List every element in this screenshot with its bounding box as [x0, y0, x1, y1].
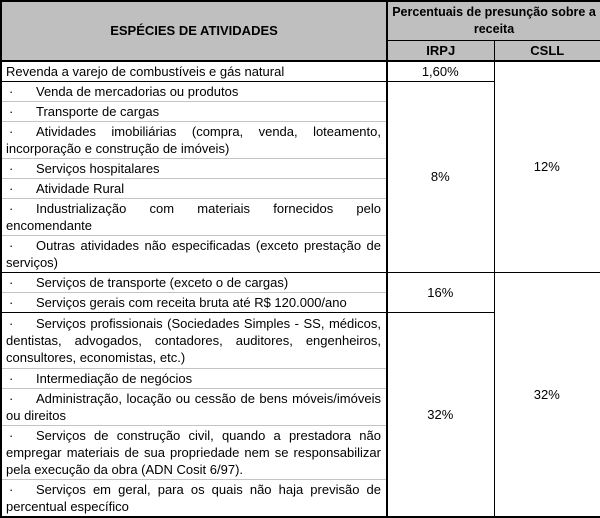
irpj-value-cell: 1,60% [387, 61, 494, 82]
bullet-dot-icon: · [9, 315, 14, 331]
table-row [1, 272, 600, 292]
column-header-irpj: IRPJ [387, 40, 494, 61]
activity-cell [1, 101, 387, 121]
activity-cell [1, 81, 387, 101]
activity-cell [1, 292, 387, 312]
bullet-dot-icon: · [9, 103, 14, 119]
bullet-dot-icon: · [9, 83, 14, 99]
activity-cell [1, 312, 387, 368]
activity-cell [1, 479, 387, 517]
irpj-value-cell: 32% [387, 312, 494, 517]
activity-label: Revenda a varejo de combustíveis e gás natural [6, 63, 285, 79]
activity-cell [1, 272, 387, 292]
irpj-value-cell: 16% [387, 272, 494, 312]
table-row [1, 61, 600, 82]
bullet-dot-icon: · [9, 160, 14, 176]
activity-cell [1, 235, 387, 272]
column-header-activities: ESPÉCIES DE ATIVIDADES [1, 1, 387, 61]
activity-cell [1, 368, 387, 388]
irpj-value-cell: 8% [387, 81, 494, 272]
bullet-dot-icon: · [9, 123, 14, 139]
activity-label: Intermediação de negócios [36, 370, 193, 386]
bullet-dot-icon: · [9, 390, 14, 406]
activity-cell [1, 198, 387, 235]
column-header-percent-title: Percentuais de presunção sobre a receita [387, 1, 600, 40]
activity-label: Outras atividades não especificadas (exceto prestação de serviços) [6, 237, 381, 270]
activity-label: Industrialização com materiais fornecidos pelo encomendante [6, 200, 381, 233]
activity-label: Transporte de cargas [36, 103, 160, 119]
activity-cell [1, 121, 387, 158]
activity-label: Serviços gerais com receita bruta até R$ 120.000/ano [36, 294, 347, 310]
bullet-dot-icon: · [9, 481, 14, 497]
activity-label: Administração, locação ou cessão de bens móveis/imóveis ou direitos [6, 390, 381, 423]
activity-cell [1, 61, 387, 82]
activity-label: Atividade Rural [36, 180, 125, 196]
activity-label: Serviços de transporte (exceto o de cargas) [36, 274, 289, 290]
bullet-dot-icon: · [9, 237, 14, 253]
activity-cell [1, 158, 387, 178]
activity-label: Atividades imobiliárias (compra, venda, loteamento, incorporação e construção de imóveis) [6, 123, 381, 156]
activity-label: Serviços em geral, para os quais não haja previsão de percentual específico [6, 481, 381, 514]
header-row-title [1, 1, 600, 40]
bullet-dot-icon: · [9, 370, 14, 386]
bullet-dot-icon: · [9, 427, 14, 443]
bullet-dot-icon: · [9, 274, 14, 290]
activity-cell [1, 388, 387, 425]
bullet-dot-icon: · [9, 200, 14, 216]
bullet-dot-icon: · [9, 180, 14, 196]
activity-cell [1, 425, 387, 479]
column-header-csll: CSLL [494, 40, 600, 61]
activity-label: Serviços hospitalares [36, 160, 160, 176]
activity-label: Venda de mercadorias ou produtos [36, 83, 239, 99]
bullet-dot-icon: · [9, 294, 14, 310]
csll-value-cell: 32% [494, 272, 600, 517]
activity-cell [1, 178, 387, 198]
activity-label: Serviços de construção civil, quando a prestadora não empregar materiais de sua propriedade nem se responsabilizar pela execução da obra (ADN Cosit 6/97). [6, 427, 381, 477]
activity-label: Serviços profissionais (Sociedades Simples - SS, médicos, dentistas, advogados, contadores, auditores, engenheiros, consultores, economistas, etc.) [6, 315, 381, 365]
csll-value-cell: 12% [494, 61, 600, 273]
